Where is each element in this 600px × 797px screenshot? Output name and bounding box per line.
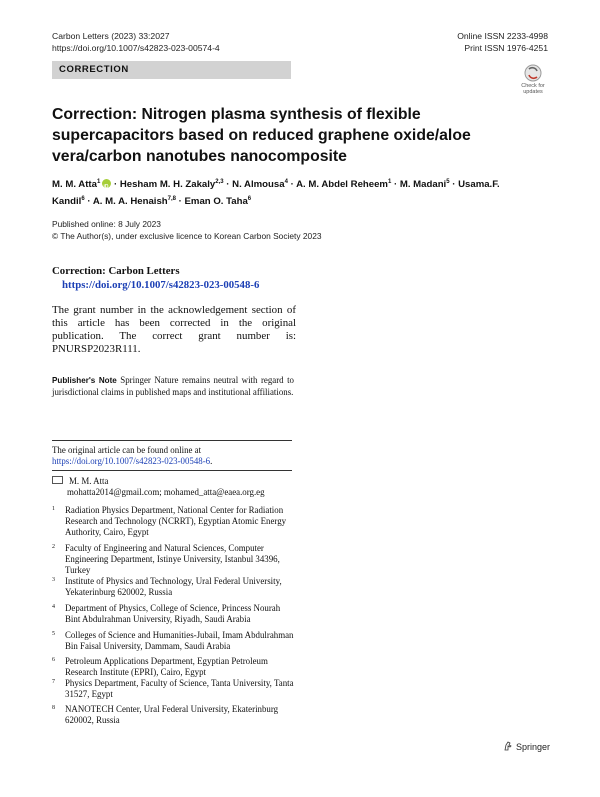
author-affiliation-sup: 7,8	[167, 196, 176, 203]
corresponding-author	[52, 476, 265, 498]
affiliation-text: Physics Department, Faculty of Science, Tanta University, Tanta 31527, Egypt	[65, 678, 294, 699]
author-separator: ·	[449, 179, 459, 191]
author-separator: ·	[391, 179, 400, 191]
section-label: CORRECTION	[59, 64, 129, 75]
affiliation-number: 8	[52, 705, 55, 711]
publisher-note-label: Publisher's Note	[52, 376, 117, 385]
online-issn: Online ISSN 2233-4998	[457, 31, 548, 41]
author-affiliation-sup: 5	[446, 179, 450, 185]
author-separator: ·	[287, 179, 297, 191]
published-date: Published online: 8 July 2023	[52, 219, 161, 229]
affiliation-text: Department of Physics, College of Science, Princess Nourah Bint Abdulrahman University, Riyadh, Saudi Arabia	[65, 603, 281, 624]
check-label-line2: updates	[523, 89, 543, 95]
springer-horse-icon	[503, 741, 513, 751]
author-name: A. M. Abdel Reheem	[296, 179, 388, 191]
affiliation-text: Radiation Physics Department, National Center for Radiation Research and Technology (NCRRT), Egyptian Atomic Energy Authority, Cairo, Egypt	[65, 505, 287, 537]
original-article-end: .	[210, 456, 213, 466]
affiliation-text: Institute of Physics and Technology, Ural Federal University, Yekaterinburg 620002, Russia	[65, 576, 282, 597]
original-article-footnote-link[interactable]: https://doi.org/10.1007/s42823-023-00548-6	[52, 456, 211, 466]
contact-emails[interactable]: mohatta2014@gmail.com; mohamed_atta@eaea.org.eg	[67, 487, 265, 497]
publisher-note-text: Springer Nature remains neutral with regard to jurisdictional claims in published maps and institutional affiliations.	[52, 375, 294, 397]
author-separator: ·	[176, 196, 185, 208]
author-separator: ·	[223, 179, 233, 191]
author-separator: ·	[84, 196, 93, 208]
affiliation-number: 6	[52, 657, 55, 663]
affiliation-text: Petroleum Applications Department, Egyptian Petroleum Research Institute (EPRI), Cairo, Egypt	[65, 656, 268, 677]
affiliation-number: 3	[52, 577, 55, 583]
affiliation-number: 5	[52, 631, 55, 637]
author-name: A. M. A. Henaish	[92, 196, 168, 208]
author-name: M. Madani	[399, 179, 447, 191]
author-separator: ·	[111, 179, 120, 191]
orcid-icon[interactable]	[102, 179, 111, 188]
check-for-updates-icon	[516, 64, 550, 82]
author-name: Usama.F. Kandil	[52, 179, 500, 208]
section-band	[52, 61, 291, 79]
contact-name: M. M. Atta	[69, 476, 109, 486]
affiliation-number: 2	[52, 544, 55, 550]
footnote-divider	[52, 440, 292, 441]
publisher-name: Springer	[516, 742, 551, 752]
contact-divider	[52, 470, 292, 471]
affiliation-text: Faculty of Engineering and Natural Sciences, Computer Engineering Department, Istinye University, Istanbul 34396, Turkey	[65, 543, 280, 575]
author-affiliation-sup: 2,3	[215, 179, 224, 185]
check-for-updates-button[interactable]	[516, 64, 550, 96]
original-article-link[interactable]: https://doi.org/10.1007/s42823-023-00548-6	[62, 279, 260, 291]
author-name: Eman O. Taha	[184, 196, 248, 208]
author-affiliation-sup: 1	[96, 179, 101, 185]
correction-body: The grant number in the acknowledgement section of this article has been corrected in the original publication. The correct grant number is: PNURSP2023R111.	[52, 304, 296, 355]
check-label-line1: Check for	[521, 83, 545, 89]
author-name: M. M. Atta	[52, 179, 97, 191]
article-doi[interactable]: https://doi.org/10.1007/s42823-023-00574-4	[52, 43, 220, 53]
envelope-icon	[52, 476, 63, 484]
affiliation-number: 7	[52, 679, 55, 685]
author-name: Hesham M. H. Zakaly	[119, 179, 216, 191]
author-name: N. Almousa	[232, 179, 285, 191]
author-affiliation-sup: 1	[387, 179, 392, 185]
affiliation-text: NANOTECH Center, Ural Federal University, Ekaterinburg 620002, Russia	[65, 704, 279, 725]
author-affiliation-sup: 6	[247, 196, 252, 203]
affiliation-number: 1	[52, 506, 55, 512]
journal-reference: Carbon Letters (2023) 33:2027	[52, 31, 170, 41]
correction-heading: Correction: Carbon Letters	[52, 265, 180, 277]
publication-meta	[52, 218, 322, 242]
copyright-line: © The Author(s), under exclusive licence to Korean Carbon Society 2023	[52, 231, 322, 241]
original-article-text: The original article can be found online at	[52, 445, 202, 455]
print-issn: Print ISSN 1976-4251	[464, 43, 548, 53]
affiliation-text: Colleges of Science and Humanities-Jubail, Imam Abdulrahman Bin Faisal University, Dammam, Saudi Arabia	[65, 630, 294, 651]
affiliation-number: 4	[52, 604, 55, 610]
publisher-note	[52, 375, 294, 398]
author-affiliation-sup: 6	[81, 196, 85, 203]
author-list	[52, 175, 522, 209]
publisher-logo	[503, 741, 550, 752]
article-title: Correction: Nitrogen plasma synthesis of flexible supercapacitors based on reduced graphene oxide/aloe vera/carbon nanotubes nanocomposite	[52, 106, 471, 165]
original-article-note	[52, 445, 294, 467]
author-affiliation-sup: 4	[284, 179, 288, 185]
